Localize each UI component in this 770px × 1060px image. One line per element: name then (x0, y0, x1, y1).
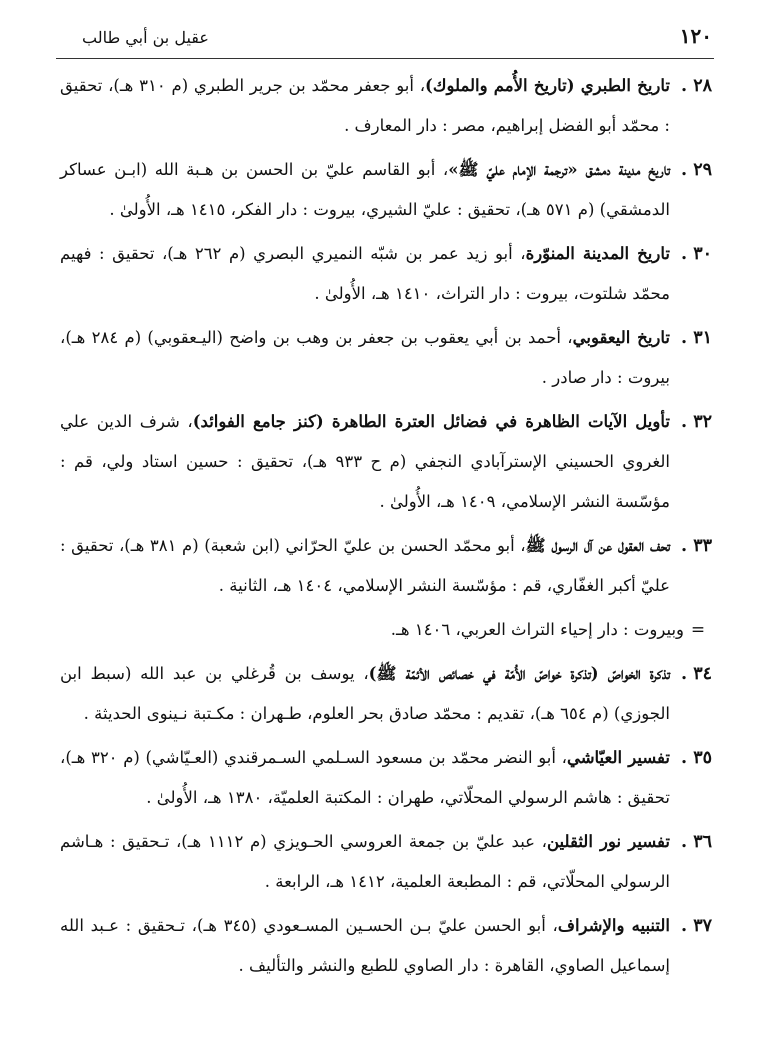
entry-details: ، عبد عليّ بن جمعة العروسي الحـويزي (م ١١١٢ هـ)، تـحقيق : هـاشم الرسولي المحلّاتي، قم : المطبعة العلمية، ١٤١٢ هـ، الرابعة . (60, 832, 670, 891)
entry-title: تاريخ المدينة المنوّرة (525, 244, 670, 263)
continuation-text: وبيروت : دار إحياء التراث العربي، ١٤٠٦ هـ. (390, 620, 684, 639)
entry-number: ٣٠ . (681, 244, 712, 264)
entry-details: ، أبو النضر محمّد بن مسعود السـلمي السـمرقندي (العـيّاشي) (م ٣٢٠ هـ)، تحقيق : هاشم الرسولي المحلّاتي، طهران : المكتبة العلميّة، ١٣٨٠ هـ، الأُولىٰ . (60, 748, 670, 807)
header-rule (56, 58, 714, 59)
bibliography-list (60, 66, 712, 990)
entry-title: تفسير العيّاشي (566, 748, 670, 767)
entry-title: تاريخ الطبري (تاريخ الأُمم والملوك) (425, 76, 670, 95)
bibliography-entry (60, 150, 712, 230)
entry-number: ٣١ . (681, 328, 712, 348)
bibliography-entry (60, 526, 712, 606)
entry-details: ، شرف الدين علي الغروي الحسيني الإسترآبادي النجفي (م ح ٩٣٣ هـ)، تحقيق : حسين استاد ولي، قم : مؤسّسة النشر الإسلامي، ١٤٠٩ هـ، الأُولىٰ . (60, 412, 670, 511)
entry-title: تذكرة الخواصّ (تذكرة خواصّ الأُمّة في خصائص الأئمّة ﷺ) (368, 664, 670, 683)
bibliography-entry (60, 822, 712, 902)
entry-text (60, 318, 670, 398)
entry-text (60, 906, 670, 986)
entry-number: ٢٨ . (681, 76, 712, 96)
bibliography-entry (60, 654, 712, 734)
entry-details: ، أحمد بن أبي يعقوب بن جعفر بن وهب بن واضح (اليـعقوبي) (م ٢٨٤ هـ)، بيروت : دار صادر . (60, 328, 670, 387)
entry-title: تأويل الآيات الظاهرة في فضائل العترة الطاهرة (كنز جامع الفوائد) (192, 412, 670, 431)
page-number: ١٢٠ (679, 24, 712, 48)
entry-text (60, 738, 670, 818)
entry-details: ، أبو زيد عمر بن شبّه النميري البصري (م ٢٦٢ هـ)، تحقيق : فهيم محمّد شلتوت، بيروت : دار التراث، ١٤١٠ هـ، الأُولىٰ . (60, 244, 670, 303)
entry-details: ، أبو الحسن عليّ بـن الحسـين المسـعودي (٣٤٥ هـ)، تـحقيق : عـبد الله إسماعيل الصاوي، القاهرة : دار الصاوي للطبع والنشر والتأليف . (60, 916, 670, 975)
entry-text (60, 66, 670, 146)
entry-text (60, 526, 670, 606)
running-title: عقيل بن أبي طالب (82, 28, 209, 47)
bibliography-entry (60, 234, 712, 314)
entry-details: ، أبو جعفر محمّد بن جرير الطبري (م ٣١٠ هـ)، تحقيق : محمّد أبو الفضل إبراهيم، مصر : دار المعارف . (60, 76, 670, 135)
bibliography-entry (60, 66, 712, 146)
entry-details: ، أبو محمّد الحسن بن عليّ الحرّاني (ابن شعبة) (م ٣٨١ هـ)، تحقيق : عليّ أكبر الغفّاري، قم : مؤسّسة النشر الإسلامي، ١٤٠٤ هـ، الثانية . (60, 536, 670, 595)
entry-details: ، يوسف بن قُرغلي بن عبد الله (سبط ابن الجوزي) (م ٦٥٤ هـ)، تقديم : محمّد صادق بحر العلوم، طـهران : مكـتبة نـينوى الحديثة . (60, 664, 670, 723)
entry-number: ٣٥ . (681, 748, 712, 768)
entry-title: تفسير نور الثقلين (546, 832, 670, 851)
entry-number: ٣٢ . (681, 412, 712, 432)
entry-number: ٣٧ . (681, 916, 712, 936)
bibliography-entry (60, 318, 712, 398)
entry-text (60, 822, 670, 902)
entry-text (60, 150, 670, 230)
entry-details: ، أبو القاسم عليّ بن الحسن بن هـبة الله (ابـن عساكر الدمشقي) (م ٥٧١ هـ)، تحقيق : عليّ الشيري، بيروت : دار الفكر، ١٤١٥ هـ، الأُولىٰ . (60, 160, 670, 219)
bibliography-entry (60, 906, 712, 986)
bibliography-entry (60, 402, 712, 522)
entry-title: تاريخ اليعقوبي (572, 328, 670, 347)
entry-text (60, 402, 670, 522)
entry-title: تاريخ مدينة دمشق «ترجمة الإمام عليّ ﷺ» (448, 160, 670, 179)
bibliography-entry (60, 738, 712, 818)
entry-title: التنبيه والإشراف (557, 916, 670, 935)
entry-number: ٣٤ . (681, 664, 712, 684)
entry-number: ٣٦ . (681, 832, 712, 852)
entry-continuation (60, 610, 712, 650)
entry-number: ٢٩ . (681, 160, 712, 180)
entry-text (60, 654, 670, 734)
entry-text (60, 234, 670, 314)
entry-title: تحف العقول عن آل الرسول ﷺ (525, 536, 671, 555)
continuation-mark: = (690, 620, 706, 640)
entry-number: ٣٣ . (681, 536, 712, 556)
